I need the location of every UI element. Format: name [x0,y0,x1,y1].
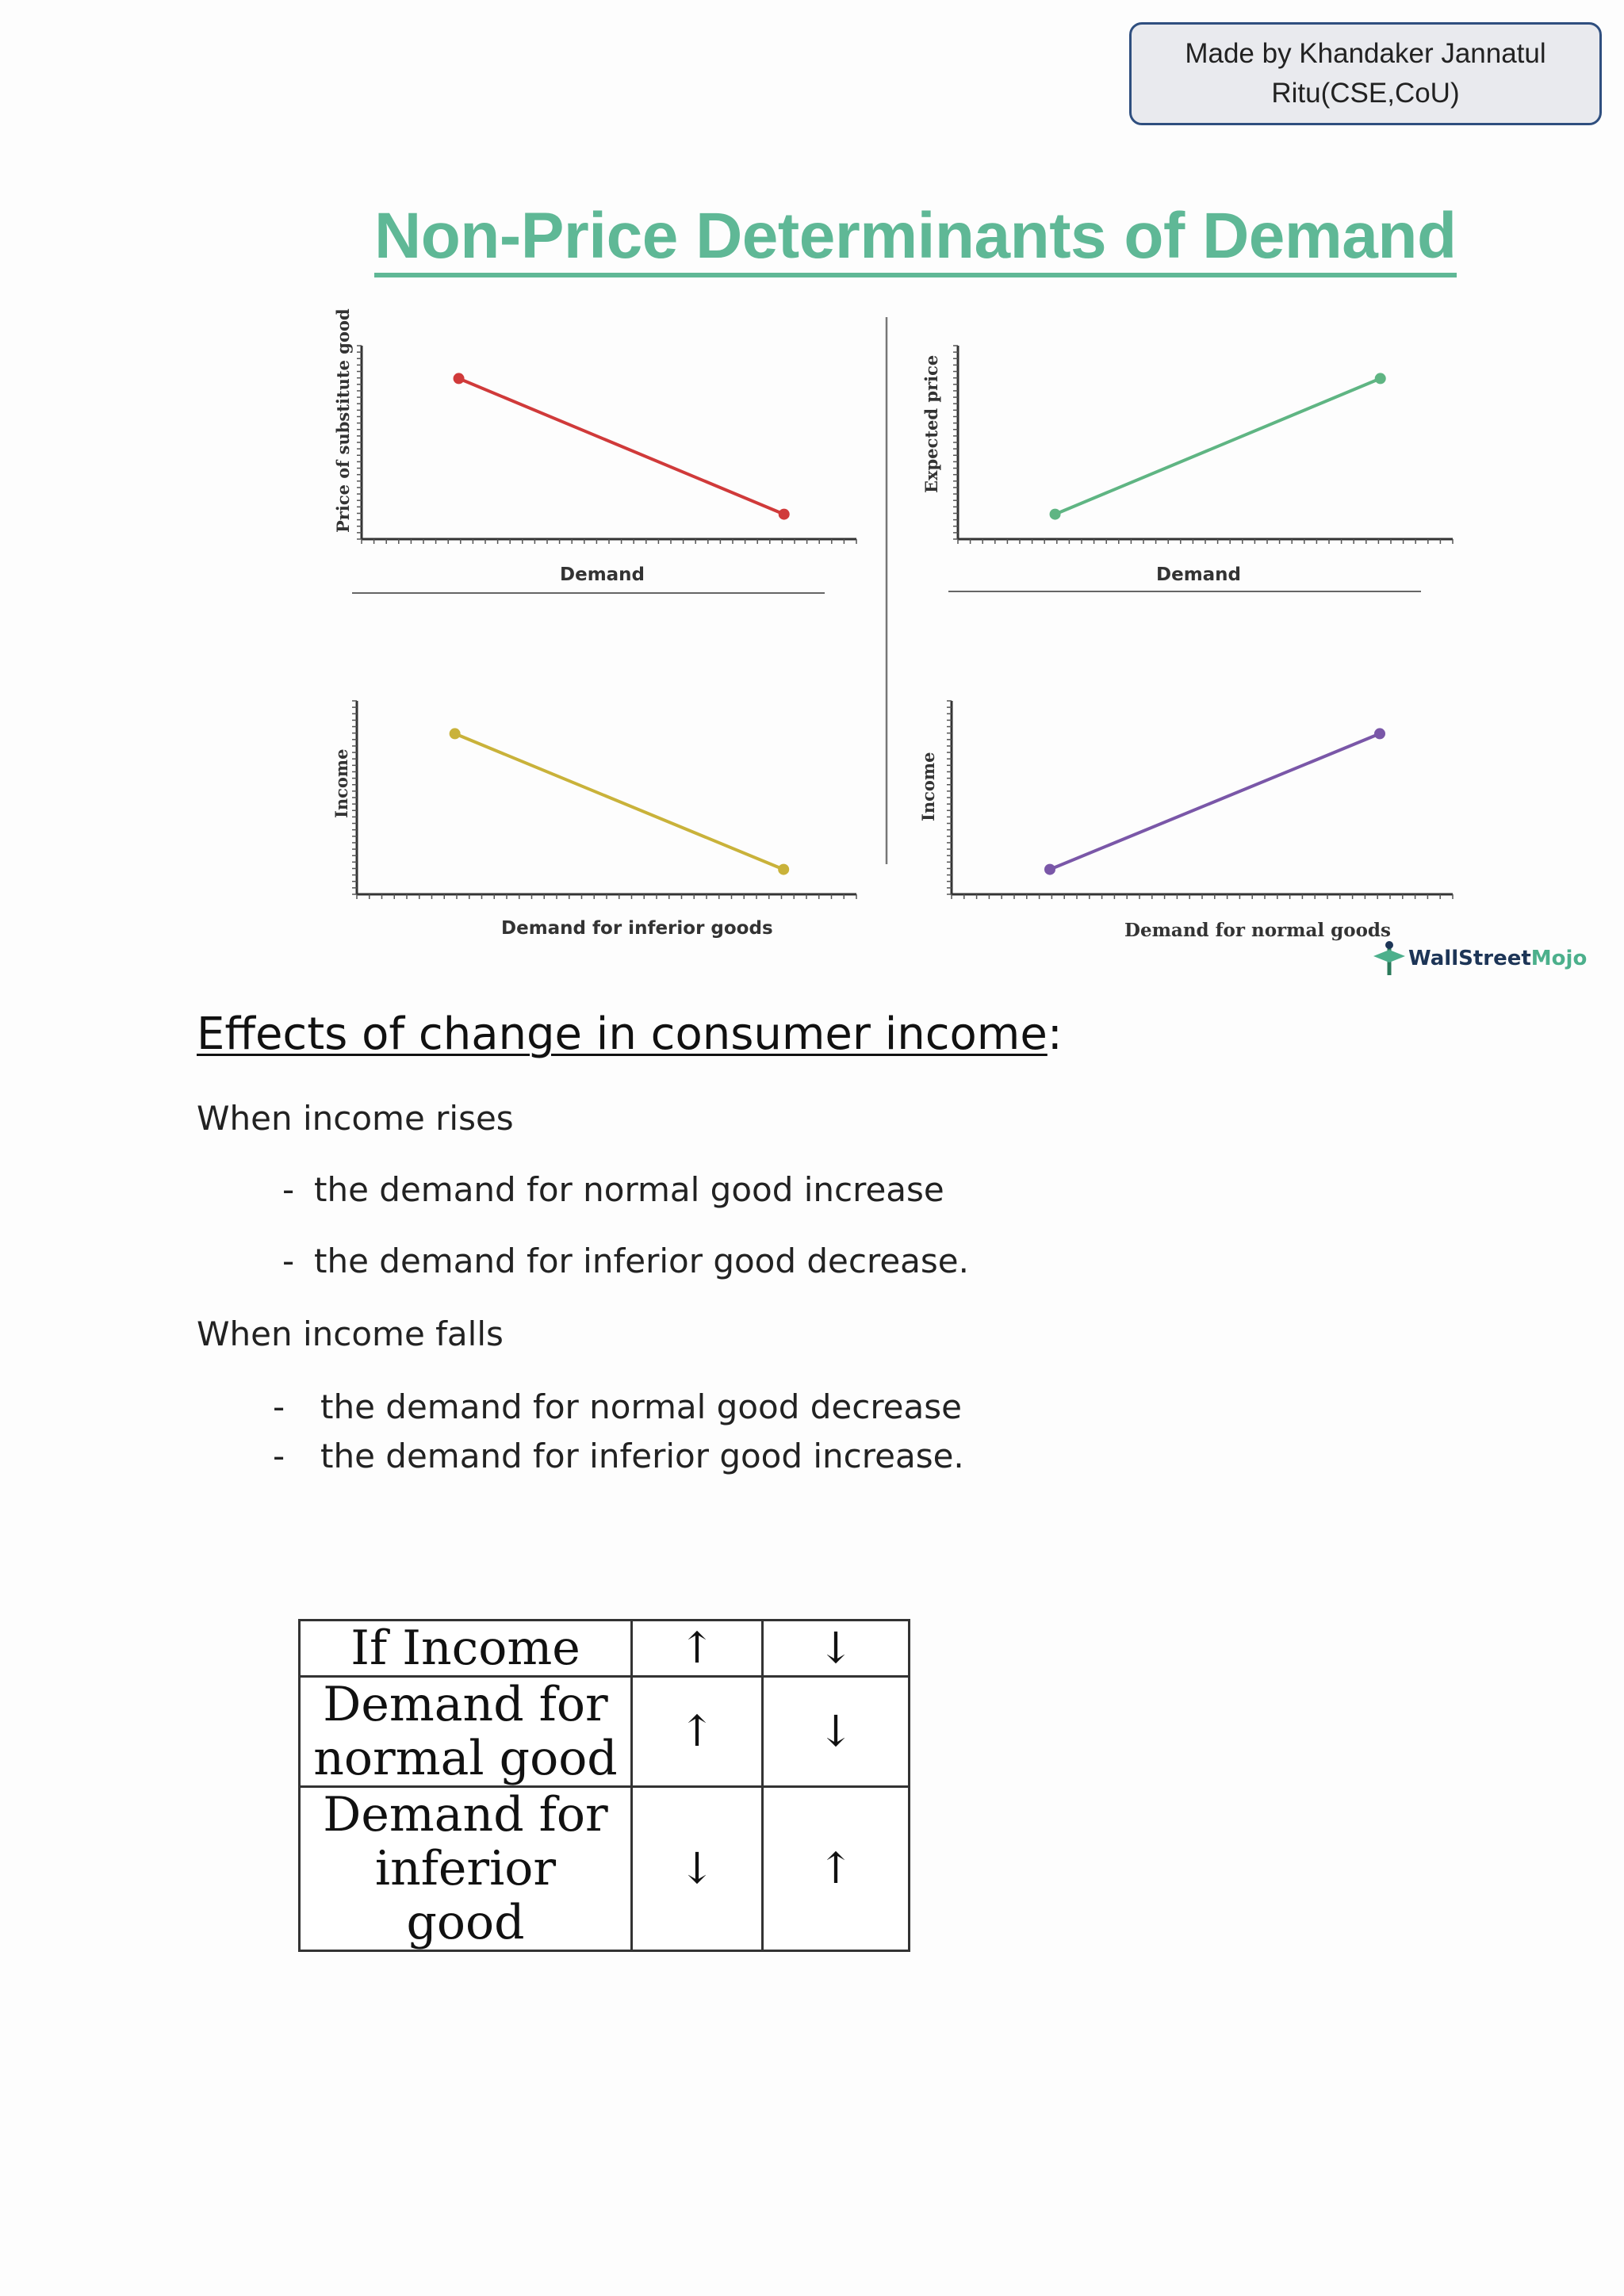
x-label-demand-2: Demand [1156,564,1242,585]
bullet-dash: - [273,1387,285,1426]
table-row [300,1621,910,1677]
credit-line-2: Ritu(CSE,CoU) [1271,78,1460,109]
bullet-text: the demand for normal good increase [314,1170,944,1209]
table-cell-label: If Income [300,1621,632,1677]
data-point [1374,728,1385,739]
income-falls-label: When income falls [197,1314,504,1353]
logo-icon [1370,939,1408,978]
data-point [1050,509,1061,520]
table-row [300,1677,910,1787]
table-cell-label: Demand for inferior good [300,1787,632,1951]
table-cell-up: ↑ [632,1621,763,1677]
income-effect-table [298,1619,910,1952]
section-heading-colon: : [1047,1008,1063,1060]
y-label-income-2: Income [918,752,938,821]
y-label-expected: Expected price [921,354,941,493]
income-rises-label: When income rises [197,1099,514,1138]
series-line [459,378,784,514]
series-line [455,733,784,869]
table-cell-down: ↑ [763,1787,910,1951]
table-cell-up: ↓ [632,1787,763,1951]
data-point [1044,864,1055,875]
list-item [273,1387,962,1426]
data-point [454,373,465,384]
brand-main: WallStreet [1408,947,1531,970]
data-point [778,864,789,875]
x-label-inferior: Demand for inferior goods [501,918,773,939]
demand-determinants-figure [301,190,1602,983]
bullet-dash: - [282,1170,295,1209]
list-item [282,1170,944,1209]
table-cell-up: ↑ [632,1677,763,1787]
x-label-normal: Demand for normal goods [1124,920,1391,941]
table-cell-down: ↓ [763,1621,910,1677]
wallstreetmojo-logo [1370,939,1587,978]
bullet-text: the demand for inferior good decrease. [314,1242,969,1280]
table-row [300,1787,910,1951]
series-line [1050,733,1380,869]
list-item [273,1437,964,1475]
series-line [1055,378,1381,514]
list-item [282,1242,969,1280]
credit-line-1: Made by Khandaker Jannatul [1185,38,1546,69]
data-point [779,509,790,520]
table-cell-label: Demand for normal good [300,1677,632,1787]
data-point [1375,373,1386,384]
figure-title: Non-Price Determinants of Demand [374,200,1457,277]
brand-accent: Mojo [1530,947,1588,970]
data-point [450,728,461,739]
bullet-text: the demand for normal good decrease [320,1387,962,1426]
x-label-demand-1: Demand [560,564,645,585]
charts-svg [301,190,1602,983]
section-heading [197,1008,1063,1060]
section-heading-text: Effects of change in consumer income [197,1008,1048,1060]
y-label-income-1: Income [331,748,351,818]
table-cell-down: ↓ [763,1677,910,1787]
author-credit-box [1129,22,1602,125]
y-label-substitute: Price of substitute good [333,308,353,533]
bullet-dash: - [273,1437,285,1475]
bullet-text: the demand for inferior good increase. [320,1437,964,1475]
bullet-dash: - [282,1242,295,1280]
